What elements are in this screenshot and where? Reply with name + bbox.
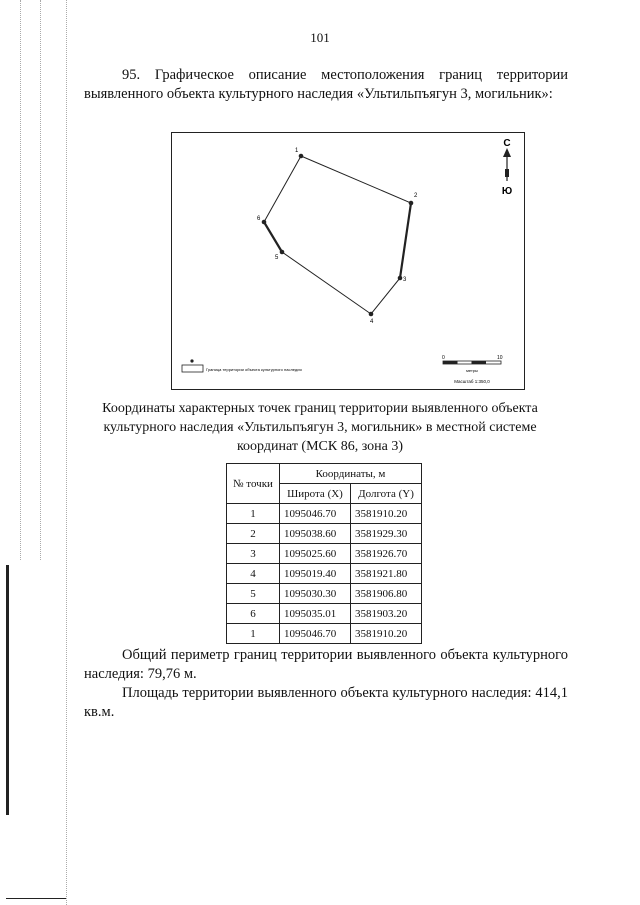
column-header-coordinates: Координаты, м	[280, 464, 422, 484]
point-number-cell: 3	[227, 544, 280, 564]
scale-start-label: 0	[442, 355, 445, 361]
table-row	[227, 524, 422, 544]
point-number-cell: 1	[227, 504, 280, 524]
scan-edge-mark-left	[6, 565, 9, 815]
table-header-row	[227, 464, 422, 484]
scan-dotted-line	[40, 0, 41, 560]
scan-dotted-line	[66, 0, 67, 905]
legend-dot-icon	[190, 359, 193, 362]
scale-bar	[443, 361, 501, 364]
longitude-cell: 3581910.20	[351, 624, 422, 644]
latitude-cell: 1095030.30	[280, 584, 351, 604]
table-row	[227, 584, 422, 604]
longitude-cell: 3581903.20	[351, 604, 422, 624]
column-header-latitude: Широта (X)	[280, 484, 351, 504]
column-header-point-number: № точки	[227, 464, 280, 504]
boundary-map	[171, 132, 525, 390]
point-number-cell: 1	[227, 624, 280, 644]
perimeter-paragraph: Общий периметр границ территории выявленного объекта культурного наследия: 79,76 м.	[84, 647, 568, 682]
latitude-cell: 1095046.70	[280, 504, 351, 524]
latitude-cell: 1095019.40	[280, 564, 351, 584]
legend-text: Граница территории объекта культурного наследия	[206, 367, 302, 372]
scan-edge-mark-bottom	[6, 898, 66, 899]
legend-swatch	[182, 365, 203, 372]
point-number-cell: 2	[227, 524, 280, 544]
latitude-cell: 1095025.60	[280, 544, 351, 564]
coordinates-heading: Координаты характерных точек границ территории выявленного объекта культурного наследия «Ультильпъягун 3, могильник» в местной системе координат (МСК 86, зона 3)	[102, 401, 538, 454]
boundary-vertex	[409, 201, 414, 206]
table-row	[227, 564, 422, 584]
point-label: 1	[295, 148, 299, 154]
scan-dotted-line	[20, 0, 21, 560]
point-number-cell: 4	[227, 564, 280, 584]
longitude-cell: 3581926.70	[351, 544, 422, 564]
boundary-vertex	[262, 220, 267, 225]
longitude-cell: 3581929.30	[351, 524, 422, 544]
page-number: 101	[310, 30, 330, 45]
column-header-longitude: Долгота (Y)	[351, 484, 422, 504]
point-number-cell: 5	[227, 584, 280, 604]
point-label: 2	[414, 193, 418, 199]
longitude-cell: 3581921.80	[351, 564, 422, 584]
longitude-cell: 3581910.20	[351, 504, 422, 524]
north-arrow-icon	[503, 148, 511, 181]
coordinates-table	[226, 463, 422, 644]
north-label: С	[503, 138, 511, 149]
point-label: 5	[275, 255, 279, 261]
scale-unit-label: метры	[466, 368, 478, 373]
boundary-vertex	[299, 154, 304, 159]
point-label: 4	[370, 319, 374, 325]
latitude-cell: 1095046.70	[280, 624, 351, 644]
boundary-vertex	[280, 250, 285, 255]
boundary-polygon	[264, 156, 411, 314]
boundary-vertex	[369, 312, 374, 317]
point-label: 3	[403, 277, 407, 283]
boundary-vertex	[398, 276, 403, 281]
south-label: Ю	[501, 186, 513, 197]
area-paragraph: Площадь территории выявленного объекта культурного наследия: 414,1 кв.м.	[84, 685, 568, 720]
point-number-cell: 6	[227, 604, 280, 624]
point-label: 6	[257, 216, 261, 222]
scale-ratio-label: Масштаб 1:350,0	[454, 379, 490, 384]
table-row	[227, 544, 422, 564]
latitude-cell: 1095038.60	[280, 524, 351, 544]
latitude-cell: 1095035.01	[280, 604, 351, 624]
table-row	[227, 624, 422, 644]
longitude-cell: 3581906.80	[351, 584, 422, 604]
scale-end-label: 10	[497, 355, 503, 361]
table-row	[227, 604, 422, 624]
intro-paragraph: 95. Графическое описание местоположения границ территории выявленного объекта культурного наследия «Ультильпъягун 3, могильник»:	[84, 67, 568, 102]
table-row	[227, 504, 422, 524]
